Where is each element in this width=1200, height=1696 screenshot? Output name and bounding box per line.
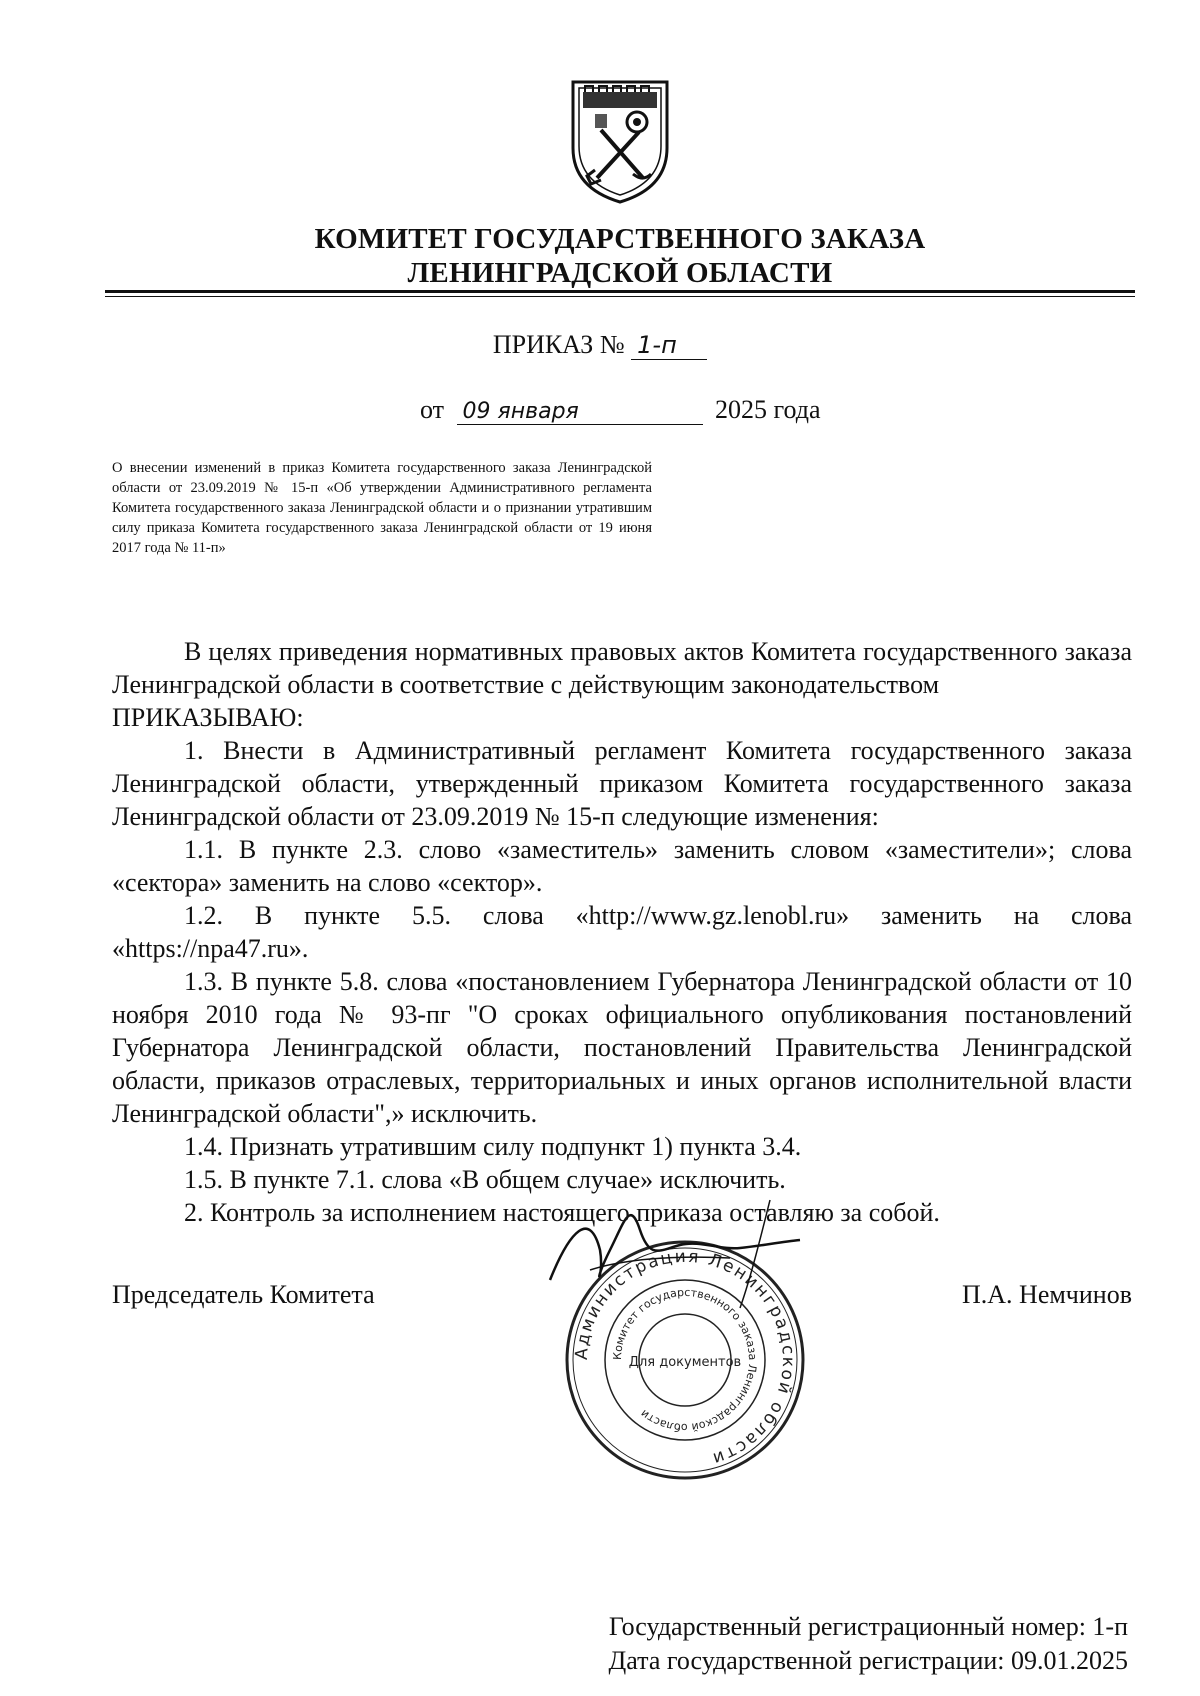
order-directive: ПРИКАЗЫВАЮ: [112,703,304,732]
organization-title [100,222,1140,290]
order-body [112,635,1132,1229]
stamp-inner-text: Комитет государственного заказа Ленинградской области [610,1285,760,1435]
clause-1-1: 1.1. В пункте 2.3. слово «заместитель» заменить словом «заместители»; слова «сектора» заменить на слово «сектор». [112,835,1132,897]
clause-2: 2. Контроль за исполнением настоящего приказа оставляю за собой. [184,1198,940,1227]
organization-title-line2: ЛЕНИНГРАДСКОЙ ОБЛАСТИ [407,257,833,289]
clause-1-5: 1.5. В пункте 7.1. слова «В общем случае» исключить. [184,1165,786,1194]
clause-1-4: 1.4. Признать утратившим силу подпункт 1) пункта 3.4. [184,1132,802,1161]
date-handwritten: 09 января [457,399,703,425]
signatory-position: Председатель Комитета [112,1280,375,1309]
order-prefix: ПРИКАЗ № [492,330,625,359]
registration-date: Дата государственной регистрации: 09.01.2025 [608,1646,1128,1675]
clause-1: 1. Внести в Административный регламент Комитета государственного заказа Ленинградской области, утвержденный приказом Комитета государственного заказа Ленинградской области от 23.09.2019 № 15-п следующие изменения: [112,736,1132,831]
date-prefix: от [420,395,445,424]
preamble-paragraph: В целях приведения нормативных правовых актов Комитета государственного заказа Ленинградской области в соответствие с действующим законодательством [112,637,1132,699]
coat-of-arms-icon [565,78,675,206]
registration-number: Государственный регистрационный номер: 1-п [608,1612,1128,1641]
clause-1-2: 1.2. В пункте 5.5. слова «http://www.gz.lenobl.ru» заменить на слова «https://npa47.ru». [112,901,1132,963]
order-date-line [420,395,821,425]
order-number-handwritten: 1-п [631,331,707,360]
date-year: 2025 года [715,395,821,424]
order-subject: О внесении изменений в приказ Комитета государственного заказа Ленинградской области от 23.09.2019 № 15-п «Об утверждении Административного регламента Комитета государственного заказа Ленинградской области и о признании утратившим силу приказа Комитета государственного заказа Ленинградской области от 19 июня 2017 года № 11-п» [112,460,652,556]
handwritten-signature [530,1190,810,1310]
signatory-name: П.А. Немчинов [961,1280,1132,1309]
registration-block [609,1610,1128,1678]
organization-title-line1: КОМИТЕТ ГОСУДАРСТВЕННОГО ЗАКАЗА [314,223,926,255]
header-rule-thin [105,296,1135,297]
header-rule [105,290,1135,293]
stamp-center-text: Для документов [628,1355,742,1370]
stamp-outer-text: Администрация Ленинградской области [571,1246,799,1470]
order-number-line [0,330,1200,360]
clause-1-3: 1.3. В пункте 5.8. слова «постановлением Губернатора Ленинградской области от 10 ноября 2010 года № 93-пг "О сроках официального опубликования постановлений Губернатора Ленинградской области, постановлений Правительства Ленинградской области, приказов отраслевых, территориальных и иных органов исполнительной власти Ленинградской области",» исключить. [112,967,1132,1128]
